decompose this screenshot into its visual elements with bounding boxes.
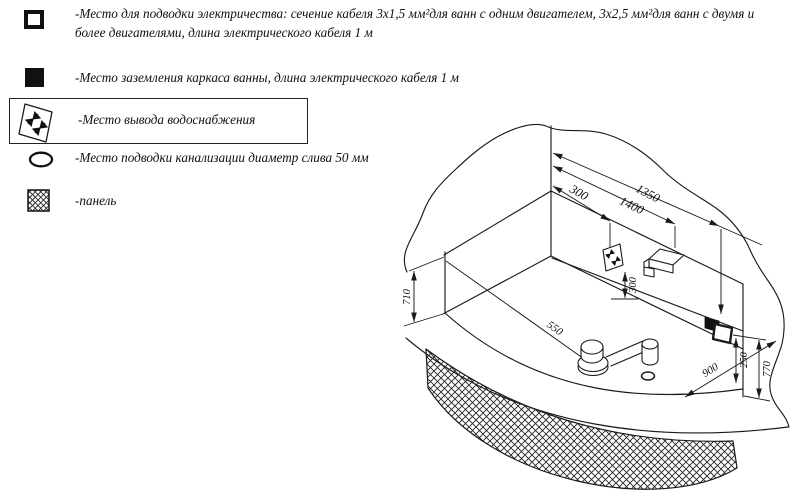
tub-back-rim-left — [444, 191, 551, 255]
dimension-1400 — [553, 166, 675, 248]
outlet-marker-square — [713, 324, 732, 343]
legend-text-line: -Место вывода водоснабжения — [78, 112, 256, 127]
legend-text-line: -панель — [75, 193, 117, 208]
dimension-label-1400: 1400 — [617, 193, 647, 218]
dimension-300-height — [611, 272, 639, 299]
dimension-1350 — [553, 153, 762, 314]
dimension-label-710: 710 — [402, 289, 413, 305]
drain-assembly — [578, 339, 658, 380]
legend-text-line: -Место для подводки электричества: сечение кабеля 3х1,5 мм²для ванн с одним двигателем, 3х2,5 мм²для ванн с двумя и — [75, 6, 755, 21]
wall-spout — [644, 249, 684, 277]
left-wall-base — [443, 256, 551, 314]
dimension-label-1350: 1350 — [633, 181, 663, 206]
water-supply-marker — [603, 244, 623, 271]
dimension-label-770: 770 — [762, 361, 773, 377]
legend-text-line: -Место подводки канализации диаметр слива 50 мм — [75, 150, 369, 165]
left-wall-base-extension — [404, 314, 443, 326]
dimension-label-300-height: 300 — [628, 277, 639, 293]
dimension-710 — [402, 257, 444, 322]
dimension-550 — [446, 261, 601, 371]
dimension-label-300-wall: 300 — [567, 181, 591, 204]
dimension-label-550: 550 — [544, 318, 565, 339]
dimension-label-250: 250 — [739, 352, 750, 368]
electric-outlet-marker — [705, 317, 732, 343]
legend-text-line: более двигателями, длина электрического кабеля 1 м — [75, 24, 373, 40]
sewage-point-ellipse — [642, 372, 655, 380]
dimension-label-900: 900 — [700, 360, 721, 380]
legend-text-line: -Место заземления каркаса ванны, длина электрического кабеля 1 м — [75, 70, 459, 85]
